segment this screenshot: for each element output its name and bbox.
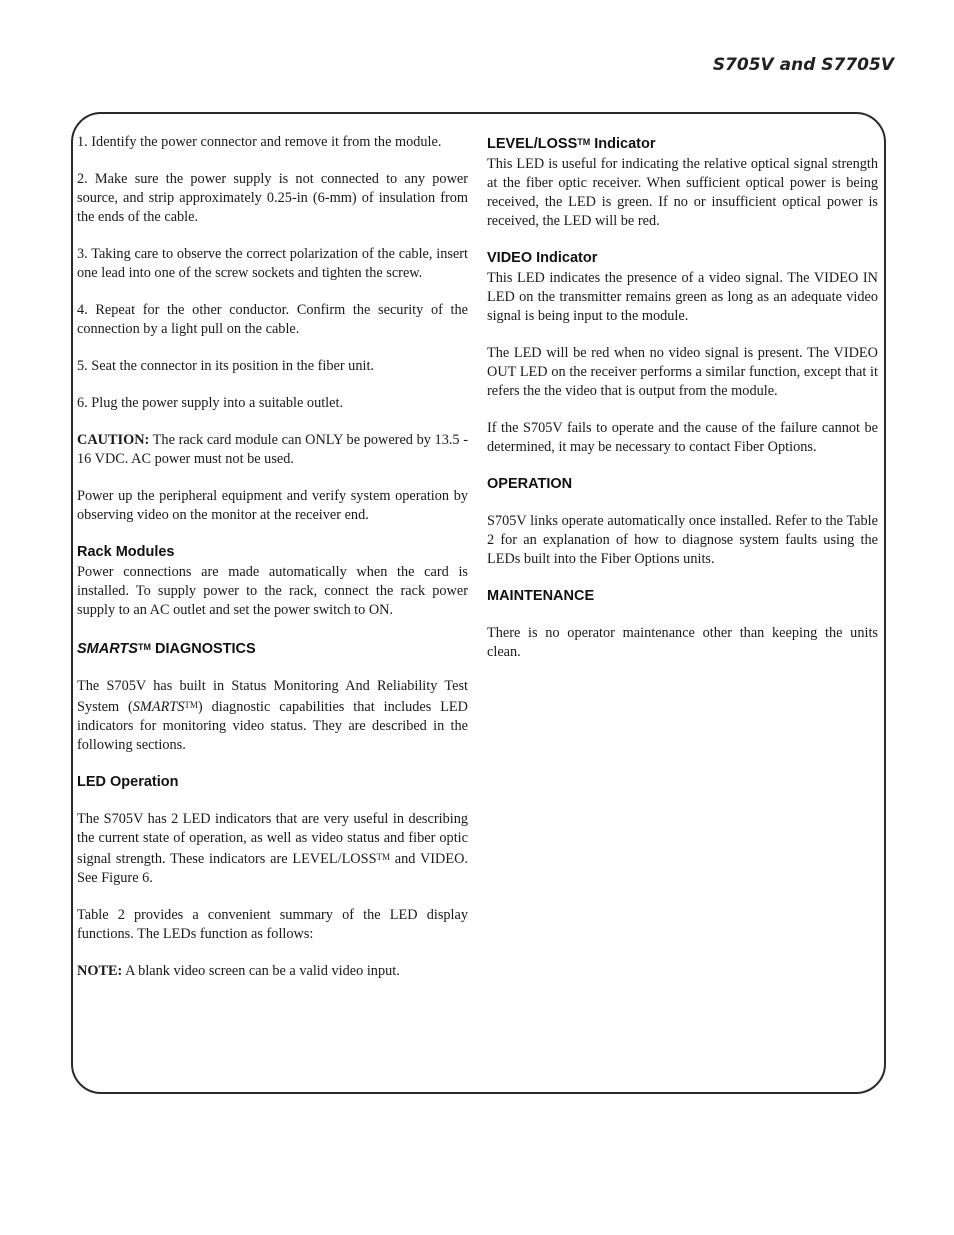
note-text: A blank video screen can be a valid video input. xyxy=(122,963,400,979)
video-paragraph-1: This LED indicates the presence of a video signal. The VIDEO IN LED on the transmitter remains green as long as an adequate video signal is being input to the module. xyxy=(487,270,878,324)
step-4: 4. Repeat for the other conductor. Confirm the security of the connection by a light pull on the cable. xyxy=(77,302,468,337)
maintenance-text: There is no operator maintenance other than keeping the units clean. xyxy=(487,625,878,660)
led-text-tm: TM xyxy=(376,852,391,862)
smarts-paragraph xyxy=(77,677,468,755)
operation-text: S705V links operate automatically once installed. Refer to the Table 2 for an explanation of how to diagnose system faults using the LEDs built into the Fiber Options units. xyxy=(487,513,878,567)
smarts-diagnostics-heading xyxy=(77,638,468,659)
caution-text: The rack card module can ONLY be powered by 13.5 - 16 VDC. AC power must not be used. xyxy=(77,432,468,467)
video-indicator-heading: VIDEO Indicator xyxy=(487,250,598,266)
level-loss-text: This LED is useful for indicating the relative optical signal strength at the fiber optic receiver. When sufficient optical power is being received, the LED is green. If no or insufficient optical power is received, the LED will be red. xyxy=(487,156,878,229)
caution-paragraph xyxy=(77,431,468,469)
smarts-text-a: The S705V has built in Status Monitoring And Reliability Test System ( xyxy=(77,678,468,715)
video-paragraph-2: The LED will be red when no video signal is present. The VIDEO OUT LED on the receiver performs a similar function, except that it refers the the video that is output from the module. xyxy=(487,345,878,399)
step-2: 2. Make sure the power supply is not connected to any power source, and strip approximately 0.25-in (6-mm) of insulation from the ends of the cable. xyxy=(77,171,468,225)
powerup-paragraph: Power up the peripheral equipment and verify system operation by observing video on the monitor at the receiver end. xyxy=(77,488,468,523)
step-5: 5. Seat the connector in its position in the fiber unit. xyxy=(77,358,375,374)
smarts-text-b: ) diagnostic capabilities that includes LED indicators for monitoring video status. They are described in the following sections. xyxy=(77,699,468,753)
step-6: 6. Plug the power supply into a suitable outlet. xyxy=(77,395,344,411)
led-operation-heading: LED Operation xyxy=(77,774,179,790)
led-text-a: The S705V has 2 LED indicators that are very useful in describing the current state of operation, as well as video status and fiber optic signal strength. These indicators are LEVEL/LOSS xyxy=(77,811,468,867)
smarts-text-tm: TM xyxy=(184,700,198,710)
level-heading-rest: Indicator xyxy=(590,136,656,152)
document-header-title: S705V and S7705V xyxy=(712,55,894,75)
failure-paragraph: If the S705V fails to operate and the cause of the failure cannot be determined, it may be necessary to contact Fiber Options. xyxy=(487,420,878,455)
caution-label: CAUTION: xyxy=(77,432,150,448)
operation-heading: OPERATION xyxy=(487,476,573,492)
right-column xyxy=(487,133,878,680)
smarts-text-italic: SMARTS xyxy=(132,699,185,715)
level-heading-tm: TM xyxy=(577,137,591,147)
rack-modules-heading: Rack Modules xyxy=(77,544,175,560)
level-heading-text: LEVEL/LOSS xyxy=(487,136,578,152)
step-1: 1. Identify the power connector and remove it from the module. xyxy=(77,134,442,150)
level-loss-heading xyxy=(487,133,878,154)
step-3: 3. Taking care to observe the correct polarization of the cable, insert one lead into one of the screw sockets and tighten the screw. xyxy=(77,246,468,281)
maintenance-heading: MAINTENANCE xyxy=(487,588,595,604)
smarts-heading-italic: SMARTS xyxy=(77,641,138,657)
note-paragraph xyxy=(77,962,468,981)
led-text-b: and VIDEO. See Figure 6. xyxy=(77,851,468,886)
note-label: NOTE: xyxy=(77,963,123,979)
smarts-heading-rest: DIAGNOSTICS xyxy=(150,641,256,657)
led-paragraph-2: Table 2 provides a convenient summary of the LED display functions. The LEDs function as follows: xyxy=(77,907,468,942)
rack-modules-text: Power connections are made automatically when the card is installed. To supply power to the rack, connect the rack power supply to an AC outlet and set the power switch to ON. xyxy=(77,564,468,618)
left-column xyxy=(77,133,468,999)
smarts-heading-tm: TM xyxy=(137,642,151,652)
led-paragraph-1 xyxy=(77,810,468,888)
